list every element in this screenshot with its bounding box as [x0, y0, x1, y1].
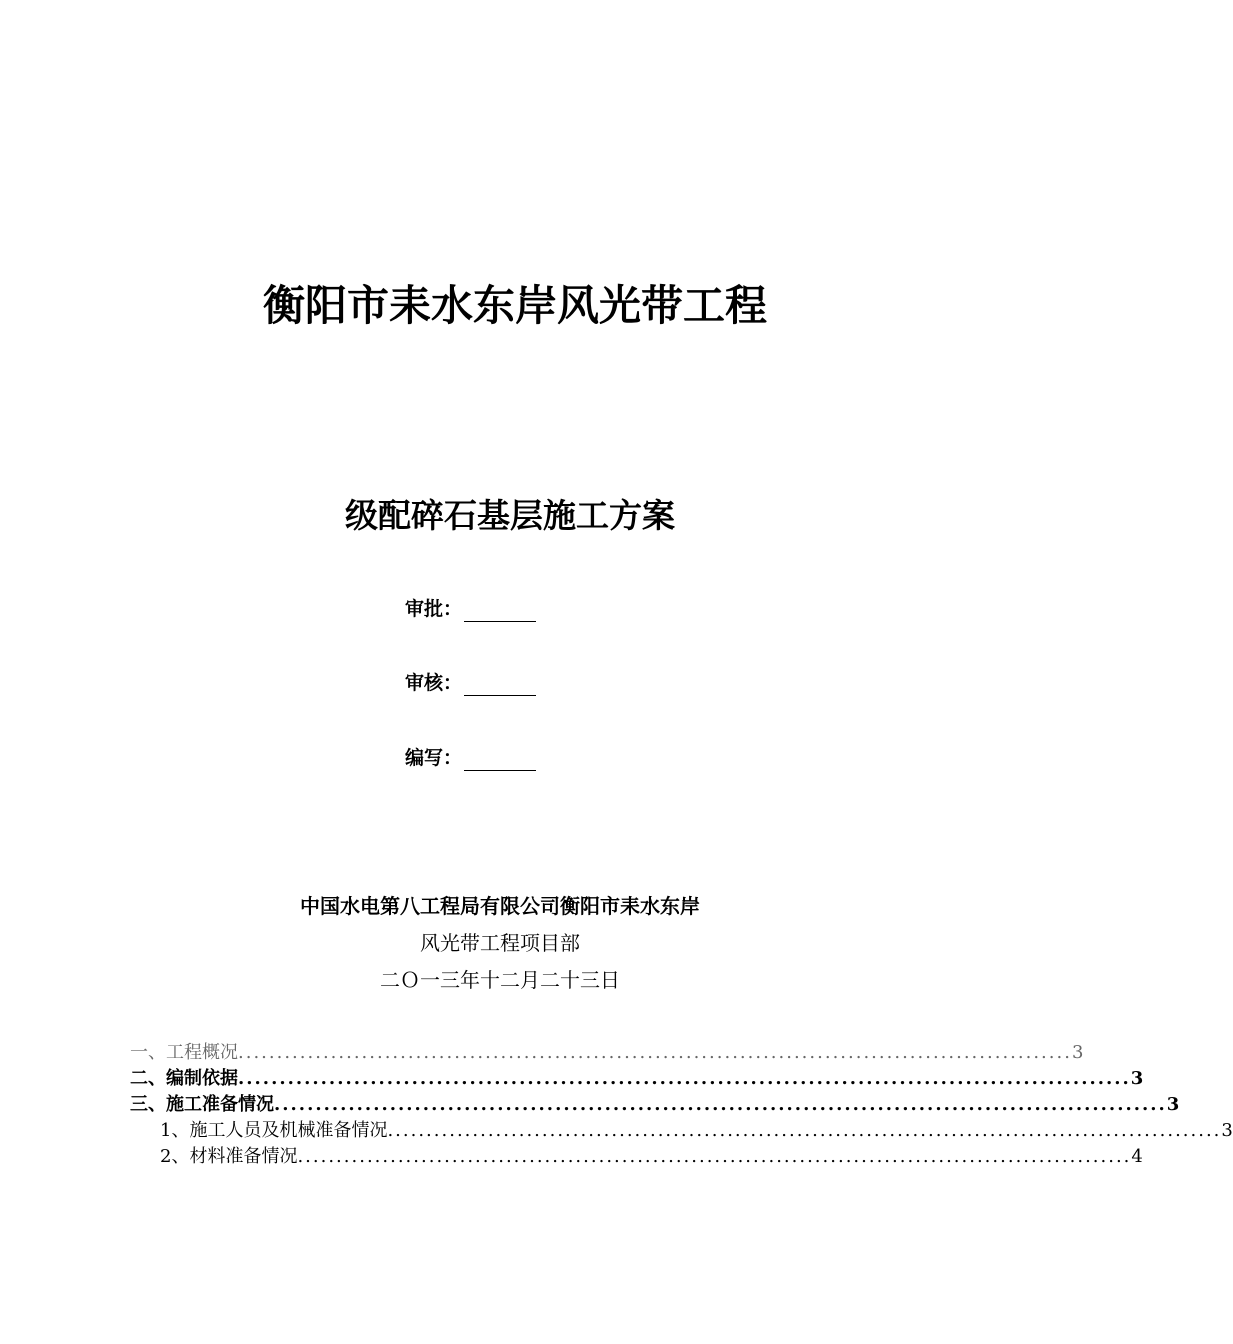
toc-item[interactable]: [130, 1066, 1144, 1092]
document-title: 衡阳市耒水东岸风光带工程: [262, 281, 767, 330]
approve-signature-row: [405, 596, 536, 622]
organization-line-2: 风光带工程项目部: [420, 931, 580, 955]
toc-leader-dots: ............................................................................................................: [387, 1120, 1222, 1141]
toc-item-label: 1、施工人员及机械准备情况: [160, 1120, 388, 1141]
review-label: 审核：: [405, 672, 463, 694]
toc-item[interactable]: [130, 1092, 1180, 1118]
toc-item-label: 一、工程概况: [130, 1042, 238, 1063]
toc-leader-dots: ............................................................................................................: [297, 1146, 1132, 1167]
approve-label: 审批：: [405, 598, 463, 620]
toc-item-label: 三、施工准备情况: [130, 1094, 274, 1115]
toc-item-label: 2、材料准备情况: [160, 1146, 298, 1167]
approve-signature-line: [464, 603, 536, 622]
toc-leader-dots: ............................................................................................................: [238, 1068, 1131, 1089]
toc-item-page: 3: [1071, 1042, 1084, 1063]
toc-item-page: 4: [1131, 1146, 1143, 1167]
review-signature-row: [405, 670, 536, 696]
toc-item[interactable]: [130, 1118, 1233, 1144]
toc-leader-dots: ............................................................................................................: [274, 1094, 1167, 1115]
document-date: 二Ｏ一三年十二月二十三日: [380, 968, 620, 992]
toc-item-label: 二、编制依据: [130, 1068, 238, 1089]
write-signature-line: [464, 752, 536, 771]
write-label: 编写：: [405, 747, 463, 769]
toc-item-page: 3: [1130, 1068, 1144, 1089]
toc-item-page: 3: [1166, 1094, 1180, 1115]
toc-item[interactable]: [130, 1144, 1143, 1170]
organization-line-1: 中国水电第八工程局有限公司衡阳市耒水东岸: [300, 894, 700, 918]
table-of-contents: [130, 1040, 1233, 1170]
toc-item-page: 3: [1221, 1120, 1233, 1141]
document-subtitle: 级配碎石基层施工方案: [345, 496, 675, 535]
review-signature-line: [464, 677, 536, 696]
toc-leader-dots: ............................................................................................................: [238, 1042, 1072, 1063]
toc-item[interactable]: [130, 1040, 1084, 1066]
write-signature-row: [405, 745, 536, 771]
